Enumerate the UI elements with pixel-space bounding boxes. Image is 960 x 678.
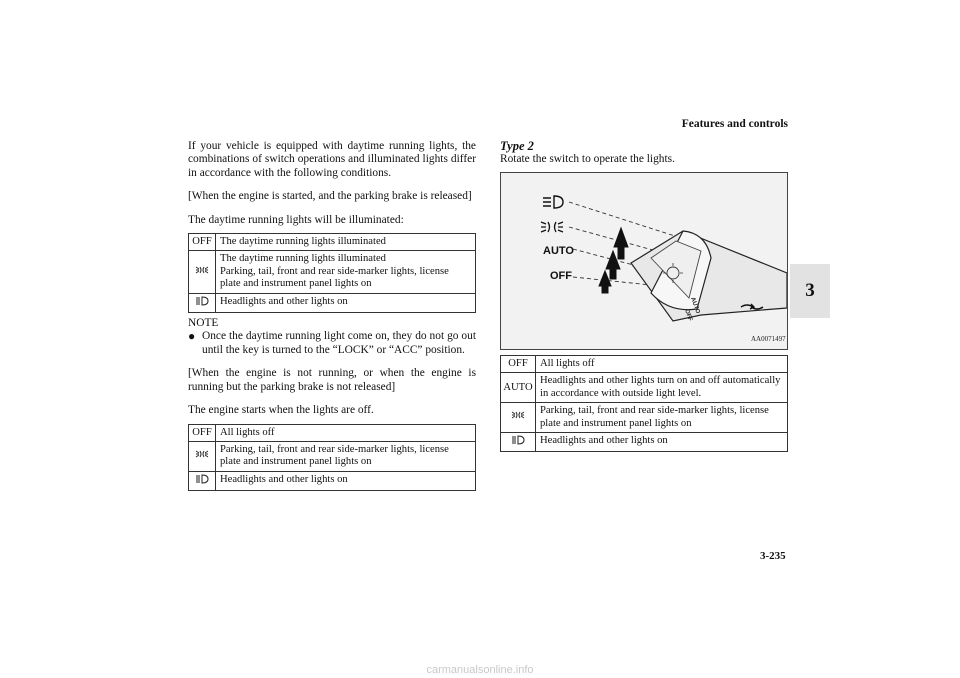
table-engine-off xyxy=(188,424,476,492)
row-text: The daytime running lights illuminated Parking, tail, front and rear side-marker lights, license plate and instrument panel lights on xyxy=(216,251,476,293)
table-row xyxy=(189,251,476,293)
table-row xyxy=(189,293,476,312)
chapter-tab: 3 xyxy=(790,264,830,318)
row-text: Parking, tail, front and rear side-marker lights, license plate and instrument panel lights on xyxy=(536,403,788,433)
parking-light-icon xyxy=(501,403,536,433)
table-type2 xyxy=(500,355,788,452)
headlight-icon xyxy=(189,471,216,490)
engine-line: The engine starts when the lights are off. xyxy=(188,404,374,417)
note-item xyxy=(188,330,476,357)
row-label-auto: AUTO xyxy=(501,373,536,403)
drl-line: The daytime running lights will be illuminated: xyxy=(188,213,404,226)
ring-off-label: OFF xyxy=(683,308,693,322)
light-switch-figure xyxy=(500,172,788,350)
parking-light-icon xyxy=(189,251,216,293)
watermark: carmanualsonline.info xyxy=(426,664,534,676)
condition-2: [When the engine is not running, or when the engine is running but the parking brake is not released] xyxy=(188,367,476,393)
page-header-title: Features and controls xyxy=(681,118,788,130)
row-text: All lights off xyxy=(216,424,476,441)
headlight-icon xyxy=(189,293,216,312)
headlight-icon xyxy=(501,433,536,452)
row-label-off: OFF xyxy=(501,356,536,373)
table-drl xyxy=(188,233,476,313)
left-column xyxy=(188,140,476,491)
headlight-icon xyxy=(543,196,563,208)
figure-code: AA0071497 xyxy=(751,335,786,343)
row-text: The daytime running lights illuminated xyxy=(216,234,476,251)
row-text: Headlights and other lights on xyxy=(216,293,476,312)
note-label: NOTE xyxy=(188,317,219,330)
page-number: 3-235 xyxy=(760,550,786,562)
table-row xyxy=(501,403,788,433)
rotate-line: Rotate the switch to operate the lights. xyxy=(500,153,675,166)
table-row xyxy=(501,356,788,373)
row-label-off: OFF xyxy=(189,234,216,251)
right-column xyxy=(500,140,788,167)
bullet-icon: ● xyxy=(188,329,196,344)
type-heading: Type 2 xyxy=(500,139,534,153)
row-text: Parking, tail, front and rear side-marker lights, license plate and instrument panel lights on xyxy=(216,441,476,471)
parking-light-icon xyxy=(541,222,563,232)
light-switch-illustration xyxy=(501,173,787,349)
row-text: Headlights and other lights on xyxy=(536,433,788,452)
row-text: All lights off xyxy=(536,356,788,373)
parking-light-icon xyxy=(189,441,216,471)
auto-label: AUTO xyxy=(543,245,574,257)
table-row xyxy=(189,441,476,471)
table-row xyxy=(501,433,788,452)
row-text: Headlights and other lights turn on and off automatically in accordance with outside light level. xyxy=(536,373,788,403)
row-label-off: OFF xyxy=(189,424,216,441)
ring-auto-label: AUTO xyxy=(689,296,701,315)
intro-paragraph: If your vehicle is equipped with daytime running lights, the combinations of switch operations and illuminated lights differ in accordance with the following conditions. xyxy=(188,140,476,179)
off-label: OFF xyxy=(550,270,572,282)
table-row xyxy=(189,234,476,251)
row-text: Headlights and other lights on xyxy=(216,471,476,490)
table-row xyxy=(189,471,476,490)
table-row xyxy=(501,373,788,403)
note-text: Once the daytime running light come on, they do not go out until the key is turned to the “LOCK” or “ACC” position. xyxy=(202,330,476,356)
condition-1: [When the engine is started, and the parking brake is released] xyxy=(188,190,472,203)
table-row xyxy=(189,424,476,441)
